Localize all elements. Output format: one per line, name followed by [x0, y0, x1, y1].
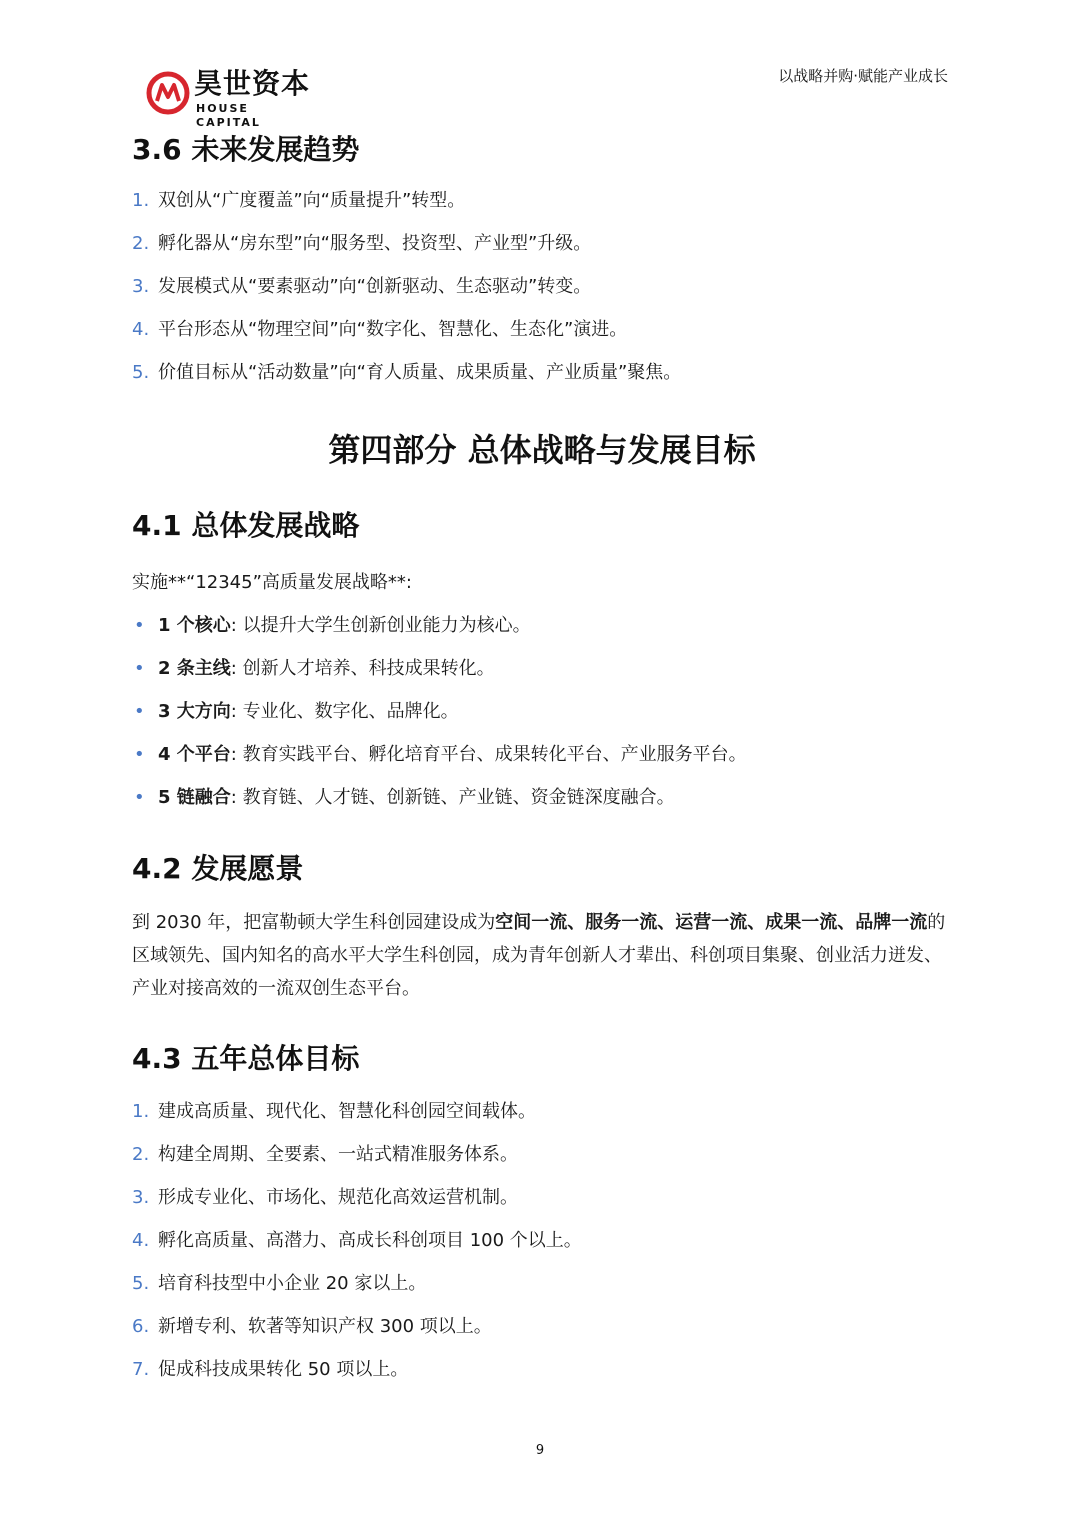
bullet-dot-icon: • [134, 658, 145, 679]
vision-text-pre: 到 2030 年，把富勒顿大学生科创园建设成为 [132, 912, 496, 933]
bullet-bold-label: 2 条主线 [158, 658, 231, 679]
logo-mark-icon [146, 71, 190, 115]
header-slogan: 以战略并购·赋能产业成长 [778, 67, 948, 85]
list-item [132, 179, 952, 222]
section-4-1-intro: 实施**“12345”高质量发展战略**: [132, 572, 412, 593]
list-item-text: 建成高质量、现代化、智慧化科创园空间载体。 [158, 1101, 536, 1122]
list-number: 6. [132, 1316, 150, 1337]
bullet-bold-label: 4 个平台 [158, 744, 231, 765]
bullet-text: : 教育实践平台、孵化培育平台、成果转化平台、产业服务平台。 [230, 744, 747, 765]
list-item [132, 1262, 952, 1305]
list-item [132, 308, 952, 351]
bullet-text: : 专业化、数字化、品牌化。 [230, 701, 459, 722]
logo-chinese-name: 昊世资本 [194, 67, 311, 100]
document-body [132, 128, 952, 1391]
bullet-text: : 教育链、人才链、创新链、产业链、资金链深度融合。 [230, 787, 675, 808]
bullet-bold-label: 5 链融合 [158, 787, 231, 808]
company-logo [146, 67, 316, 129]
section-4-3-list [132, 1090, 952, 1391]
section-3-6-heading: 3.6 未来发展趋势 [132, 133, 360, 166]
vision-text-bold: 空间一流、服务一流、运营一流、成果一流、品牌一流 [495, 912, 928, 933]
list-number: 3. [132, 1187, 150, 1208]
list-item-text: 平台形态从“物理空间”向“数字化、智慧化、生态化”演进。 [158, 319, 628, 340]
bullet-text: : 创新人才培养、科技成果转化。 [230, 658, 495, 679]
part-4-title: 第四部分 总体战略与发展目标 [328, 431, 756, 469]
list-number: 1. [132, 190, 150, 211]
list-item [132, 1305, 952, 1348]
strategy-bullet-list [132, 604, 952, 819]
list-number: 7. [132, 1359, 150, 1380]
list-number: 1. [132, 1101, 150, 1122]
bullet-dot-icon: • [134, 744, 145, 765]
list-item [132, 1090, 952, 1133]
bullet-dot-icon: • [134, 615, 145, 636]
list-number: 4. [132, 1230, 150, 1251]
list-item-text: 新增专利、软著等知识产权 300 项以上。 [158, 1316, 492, 1337]
bullet-bold-label: 3 大方向 [158, 701, 231, 722]
logo-english-name: HOUSE CAPITAL [196, 102, 261, 129]
section-3-6-list [132, 179, 952, 394]
section-4-1-heading: 4.1 总体发展战略 [132, 509, 360, 542]
bullet-dot-icon: • [134, 787, 145, 808]
page-header [0, 0, 1080, 130]
section-4-2-heading: 4.2 发展愿景 [132, 852, 304, 885]
bullet-text: : 以提升大学生创新创业能力为核心。 [230, 615, 531, 636]
list-item [132, 1219, 952, 1262]
list-item-text: 培育科技型中小企业 20 家以上。 [158, 1273, 427, 1294]
bullet-item [132, 776, 952, 819]
list-number: 2. [132, 1144, 150, 1165]
list-item [132, 265, 952, 308]
list-item [132, 1348, 952, 1391]
bullet-dot-icon: • [134, 701, 145, 722]
bullet-item [132, 733, 952, 776]
list-item-text: 形成专业化、市场化、规范化高效运营机制。 [158, 1187, 518, 1208]
list-number: 2. [132, 233, 150, 254]
list-item-text: 构建全周期、全要素、一站式精准服务体系。 [158, 1144, 518, 1165]
list-item-text: 价值目标从“活动数量”向“育人质量、成果质量、产业质量”聚焦。 [158, 362, 682, 383]
list-item-text: 孵化器从“房东型”向“服务型、投资型、产业型”升级。 [158, 233, 592, 254]
bullet-item [132, 647, 952, 690]
list-item-text: 双创从“广度覆盖”向“质量提升”转型。 [158, 190, 466, 211]
list-number: 3. [132, 276, 150, 297]
section-4-3-heading: 4.3 五年总体目标 [132, 1042, 360, 1075]
bullet-item [132, 604, 952, 647]
vision-text-post: 的区域领先、国内知名的高水平大学生科创园，成为青年创新人才辈出、科创项目集聚、创业活力迸发、产业对接高效的一流双创生态平台。 [132, 912, 946, 999]
list-number: 4. [132, 319, 150, 340]
page-number: 9 [535, 1443, 545, 1458]
list-item [132, 1133, 952, 1176]
bullet-bold-label: 1 个核心 [158, 615, 231, 636]
list-item [132, 1176, 952, 1219]
list-item-text: 孵化高质量、高潜力、高成长科创项目 100 个以上。 [158, 1230, 582, 1251]
list-number: 5. [132, 1273, 150, 1294]
list-item [132, 222, 952, 265]
list-item-text: 促成科技成果转化 50 项以上。 [158, 1359, 409, 1380]
list-item [132, 351, 952, 394]
list-number: 5. [132, 362, 150, 383]
vision-paragraph [132, 906, 952, 1005]
list-item-text: 发展模式从“要素驱动”向“创新驱动、生态驱动”转变。 [158, 276, 592, 297]
bullet-item [132, 690, 952, 733]
